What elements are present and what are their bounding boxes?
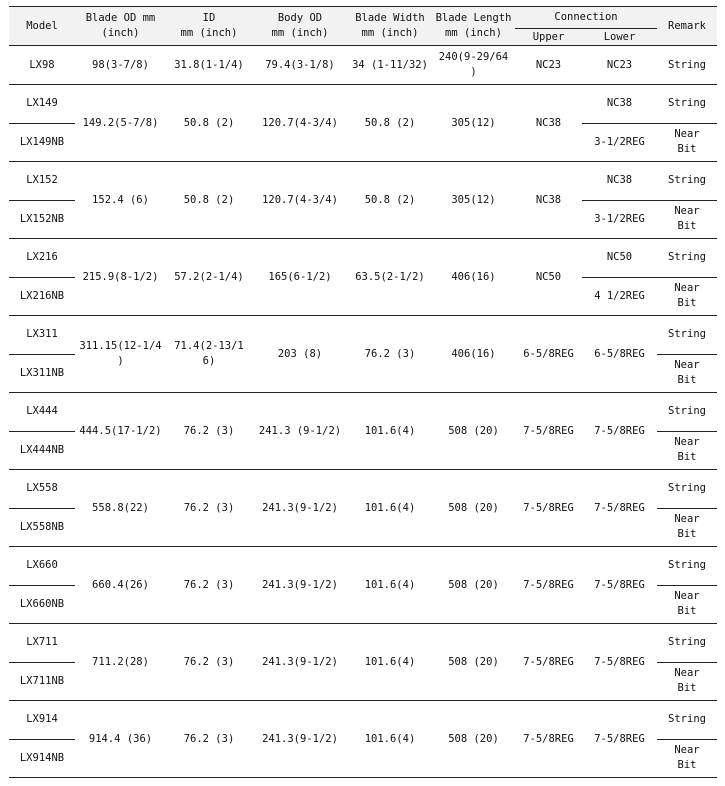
cell-line: 50.8 (2) xyxy=(183,193,235,206)
cell-line: 508 (20) xyxy=(448,732,499,745)
cell-line: 76.2 (3) xyxy=(183,732,235,745)
spec-table xyxy=(9,6,717,778)
header-blade-od xyxy=(75,7,166,46)
blade-length-cell xyxy=(432,46,515,85)
header-blade-length xyxy=(432,7,515,46)
lower-connection-cell: 7-5/8REG xyxy=(582,624,657,701)
blade-length-cell xyxy=(432,393,515,470)
blade-length-cell xyxy=(432,624,515,701)
header-id xyxy=(166,7,252,46)
table-row xyxy=(9,239,717,278)
body-od-cell: 241.3(9-1/2) xyxy=(252,624,348,701)
cell-line: 76.2 (3) xyxy=(183,501,235,514)
lower-connection-cell: 6-5/8REG xyxy=(582,316,657,393)
blade-width-cell: 101.6(4) xyxy=(348,701,432,778)
lower-connection-cell: 3-1/2REG xyxy=(582,200,657,239)
cell-line: Bit xyxy=(677,143,697,156)
body-od-cell: 241.3(9-1/2) xyxy=(252,547,348,624)
blade-od-cell xyxy=(75,701,166,778)
cell-line: 76.2 (3) xyxy=(183,578,235,591)
cell-line: 508 (20) xyxy=(448,578,499,591)
model-cell: LX149 xyxy=(9,85,75,124)
remark-cell xyxy=(657,239,717,278)
cell-line: String xyxy=(668,97,706,110)
blade-width-cell: 50.8 (2) xyxy=(348,162,432,239)
upper-connection-cell: 7-5/8REG xyxy=(515,547,582,624)
table-row xyxy=(9,162,717,201)
model-cell: LX98 xyxy=(9,46,75,85)
cell-line: String xyxy=(668,482,706,495)
upper-connection-cell: NC38 xyxy=(515,85,582,162)
cell-line: String xyxy=(668,251,706,264)
model-cell: LX660 xyxy=(9,547,75,586)
cell-line: 711.2(28) xyxy=(92,655,149,668)
cell-line: Bit xyxy=(677,297,697,310)
header-line: Blade OD mm xyxy=(85,12,156,24)
id-cell xyxy=(166,470,252,547)
upper-connection-cell: 7-5/8REG xyxy=(515,470,582,547)
header-line: mm (inch) xyxy=(361,27,419,39)
model-cell: LX152 xyxy=(9,162,75,201)
cell-line: Bit xyxy=(677,682,697,695)
body-od-cell: 165(6-1/2) xyxy=(252,239,348,316)
cell-line: Near xyxy=(674,282,700,295)
upper-connection-cell: 7-5/8REG xyxy=(515,393,582,470)
lower-connection-cell: 4 1/2REG xyxy=(582,277,657,316)
lower-connection-cell: 7-5/8REG xyxy=(582,701,657,778)
lower-connection-cell: NC38 xyxy=(582,85,657,124)
model-cell: LX914NB xyxy=(9,739,75,778)
model-cell: LX711 xyxy=(9,624,75,663)
model-cell: LX149NB xyxy=(9,123,75,162)
blade-length-cell xyxy=(432,470,515,547)
cell-line: 914.4 (36) xyxy=(88,732,153,745)
upper-connection-cell: 7-5/8REG xyxy=(515,624,582,701)
id-cell xyxy=(166,46,252,85)
header-line: Blade Width xyxy=(355,12,425,24)
model-cell: LX558NB xyxy=(9,508,75,547)
remark-cell xyxy=(657,46,717,85)
blade-od-cell xyxy=(75,46,166,85)
table-row xyxy=(9,46,717,85)
id-cell xyxy=(166,624,252,701)
cell-line: 508 (20) xyxy=(448,424,499,437)
remark-cell xyxy=(657,162,717,201)
lower-connection-cell: 7-5/8REG xyxy=(582,547,657,624)
header-line: Blade Length xyxy=(435,12,512,24)
cell-line: Bit xyxy=(677,759,697,772)
table-row xyxy=(9,316,717,355)
model-cell: LX711NB xyxy=(9,662,75,701)
cell-line: 152.4 (6) xyxy=(92,193,149,206)
blade-od-cell xyxy=(75,470,166,547)
blade-od-cell xyxy=(75,162,166,239)
cell-line: 558.8(22) xyxy=(92,501,149,514)
cell-line: 305(12) xyxy=(451,193,496,206)
blade-od-cell xyxy=(75,624,166,701)
remark-cell xyxy=(657,508,717,547)
cell-line: 50.8 (2) xyxy=(183,116,235,129)
remark-cell xyxy=(657,662,717,701)
remark-cell xyxy=(657,277,717,316)
table-row xyxy=(9,85,717,124)
blade-length-cell xyxy=(432,162,515,239)
blade-length-cell xyxy=(432,701,515,778)
blade-length-cell xyxy=(432,547,515,624)
cell-line: 406(16) xyxy=(451,270,496,283)
cell-line: Bit xyxy=(677,605,697,618)
body-od-cell: 120.7(4-3/4) xyxy=(252,162,348,239)
model-cell: LX216 xyxy=(9,239,75,278)
model-cell: LX152NB xyxy=(9,200,75,239)
cell-line: 305(12) xyxy=(451,116,496,129)
cell-line: ) xyxy=(470,66,477,78)
blade-width-cell: 34 (1-11/32) xyxy=(348,46,432,85)
body-od-cell: 203 (8) xyxy=(252,316,348,393)
remark-cell xyxy=(657,470,717,509)
remark-cell xyxy=(657,739,717,778)
cell-line: String xyxy=(668,713,706,726)
id-cell xyxy=(166,316,252,393)
table-header xyxy=(9,7,717,46)
table-row xyxy=(9,470,717,509)
lower-connection-cell: NC23 xyxy=(582,46,657,85)
blade-width-cell: 50.8 (2) xyxy=(348,85,432,162)
header-line: Body OD xyxy=(277,12,323,24)
blade-width-cell: 101.6(4) xyxy=(348,624,432,701)
header-line: ID xyxy=(202,12,216,24)
lower-connection-cell: NC50 xyxy=(582,239,657,278)
blade-width-cell: 101.6(4) xyxy=(348,393,432,470)
cell-line: Near xyxy=(674,744,700,757)
remark-cell xyxy=(657,316,717,355)
remark-cell xyxy=(657,624,717,663)
cell-line: 215.9(8-1/2) xyxy=(82,270,159,283)
remark-cell xyxy=(657,354,717,393)
blade-od-cell xyxy=(75,85,166,162)
cell-line: String xyxy=(668,636,706,649)
cell-line: 57.2(2-1/4) xyxy=(174,270,244,283)
upper-connection-cell: NC38 xyxy=(515,162,582,239)
id-cell xyxy=(166,393,252,470)
cell-line: Bit xyxy=(677,374,697,387)
body-od-cell: 120.7(4-3/4) xyxy=(252,85,348,162)
body-od-cell: 79.4(3-1/8) xyxy=(252,46,348,85)
header-line: mm (inch) xyxy=(445,27,502,39)
blade-length-cell xyxy=(432,85,515,162)
cell-line: 76.2 (3) xyxy=(183,424,235,437)
model-cell: LX914 xyxy=(9,701,75,740)
model-cell: LX311NB xyxy=(9,354,75,393)
cell-line: 31.8(1-1/4) xyxy=(174,58,244,71)
blade-width-cell: 63.5(2-1/2) xyxy=(348,239,432,316)
blade-width-cell: 76.2 (3) xyxy=(348,316,432,393)
blade-od-cell xyxy=(75,239,166,316)
header-remark: Remark xyxy=(657,7,717,46)
remark-cell xyxy=(657,200,717,239)
cell-line: Bit xyxy=(677,528,697,541)
upper-connection-cell: NC23 xyxy=(515,46,582,85)
cell-line: String xyxy=(668,559,706,572)
cell-line: 240(9-29/64 xyxy=(438,51,509,63)
model-cell: LX444 xyxy=(9,393,75,432)
table-row xyxy=(9,547,717,586)
model-cell: LX311 xyxy=(9,316,75,355)
remark-cell xyxy=(657,701,717,740)
model-cell: LX444NB xyxy=(9,431,75,470)
cell-line: 444.5(17-1/2) xyxy=(79,424,162,437)
header-connection: Connection xyxy=(515,7,657,29)
blade-od-cell xyxy=(75,547,166,624)
blade-od-cell xyxy=(75,316,166,393)
cell-line: 508 (20) xyxy=(448,501,499,514)
body-od-cell: 241.3 (9-1/2) xyxy=(252,393,348,470)
cell-line: 71.4(2-13/1 xyxy=(174,340,244,352)
table-row xyxy=(9,624,717,663)
blade-od-cell xyxy=(75,393,166,470)
cell-line: 508 (20) xyxy=(448,655,499,668)
remark-cell xyxy=(657,393,717,432)
lower-connection-cell: 7-5/8REG xyxy=(582,470,657,547)
upper-connection-cell: 6-5/8REG xyxy=(515,316,582,393)
remark-cell xyxy=(657,85,717,124)
header-blade-width xyxy=(348,7,432,46)
cell-line: String xyxy=(668,405,706,418)
header-body-od xyxy=(252,7,348,46)
cell-line: String xyxy=(668,328,706,341)
cell-line: ) xyxy=(117,355,124,367)
id-cell xyxy=(166,85,252,162)
header-upper: Upper xyxy=(515,29,582,46)
table-row xyxy=(9,393,717,432)
upper-connection-cell: NC50 xyxy=(515,239,582,316)
id-cell xyxy=(166,547,252,624)
table-body xyxy=(9,46,717,778)
blade-width-cell: 101.6(4) xyxy=(348,547,432,624)
header-line: mm (inch) xyxy=(271,27,329,39)
cell-line: 311.15(12-1/4 xyxy=(79,340,162,352)
cell-line: 98(3-7/8) xyxy=(92,58,149,71)
blade-length-cell xyxy=(432,239,515,316)
body-od-cell: 241.3(9-1/2) xyxy=(252,701,348,778)
cell-line: Near xyxy=(674,667,700,680)
header-line: mm (inch) xyxy=(180,27,238,39)
cell-line: 406(16) xyxy=(451,347,496,360)
upper-connection-cell: 7-5/8REG xyxy=(515,701,582,778)
remark-cell xyxy=(657,431,717,470)
remark-cell xyxy=(657,547,717,586)
header-lower: Lower xyxy=(582,29,657,46)
model-cell: LX558 xyxy=(9,470,75,509)
cell-line: 76.2 (3) xyxy=(183,655,235,668)
cell-line: Near xyxy=(674,590,700,603)
cell-line: Near xyxy=(674,128,700,141)
remark-cell xyxy=(657,123,717,162)
cell-line: String xyxy=(668,174,706,187)
cell-line: Near xyxy=(674,205,700,218)
cell-line: 149.2(5-7/8) xyxy=(82,116,159,129)
blade-width-cell: 101.6(4) xyxy=(348,470,432,547)
id-cell xyxy=(166,701,252,778)
remark-cell xyxy=(657,585,717,624)
blade-length-cell xyxy=(432,316,515,393)
cell-line: Near xyxy=(674,436,700,449)
model-cell: LX660NB xyxy=(9,585,75,624)
body-od-cell: 241.3(9-1/2) xyxy=(252,470,348,547)
table-row xyxy=(9,701,717,740)
lower-connection-cell: 3-1/2REG xyxy=(582,123,657,162)
cell-line: Near xyxy=(674,513,700,526)
lower-connection-cell: NC38 xyxy=(582,162,657,201)
id-cell xyxy=(166,239,252,316)
header-line: (inch) xyxy=(101,27,140,39)
id-cell xyxy=(166,162,252,239)
cell-line: 6) xyxy=(202,355,216,367)
header-model: Model xyxy=(9,7,75,46)
cell-line: Bit xyxy=(677,220,697,233)
cell-line: Near xyxy=(674,359,700,372)
cell-line: String xyxy=(668,58,706,71)
cell-line: Bit xyxy=(677,451,697,464)
cell-line: 660.4(26) xyxy=(92,578,149,591)
lower-connection-cell: 7-5/8REG xyxy=(582,393,657,470)
model-cell: LX216NB xyxy=(9,277,75,316)
